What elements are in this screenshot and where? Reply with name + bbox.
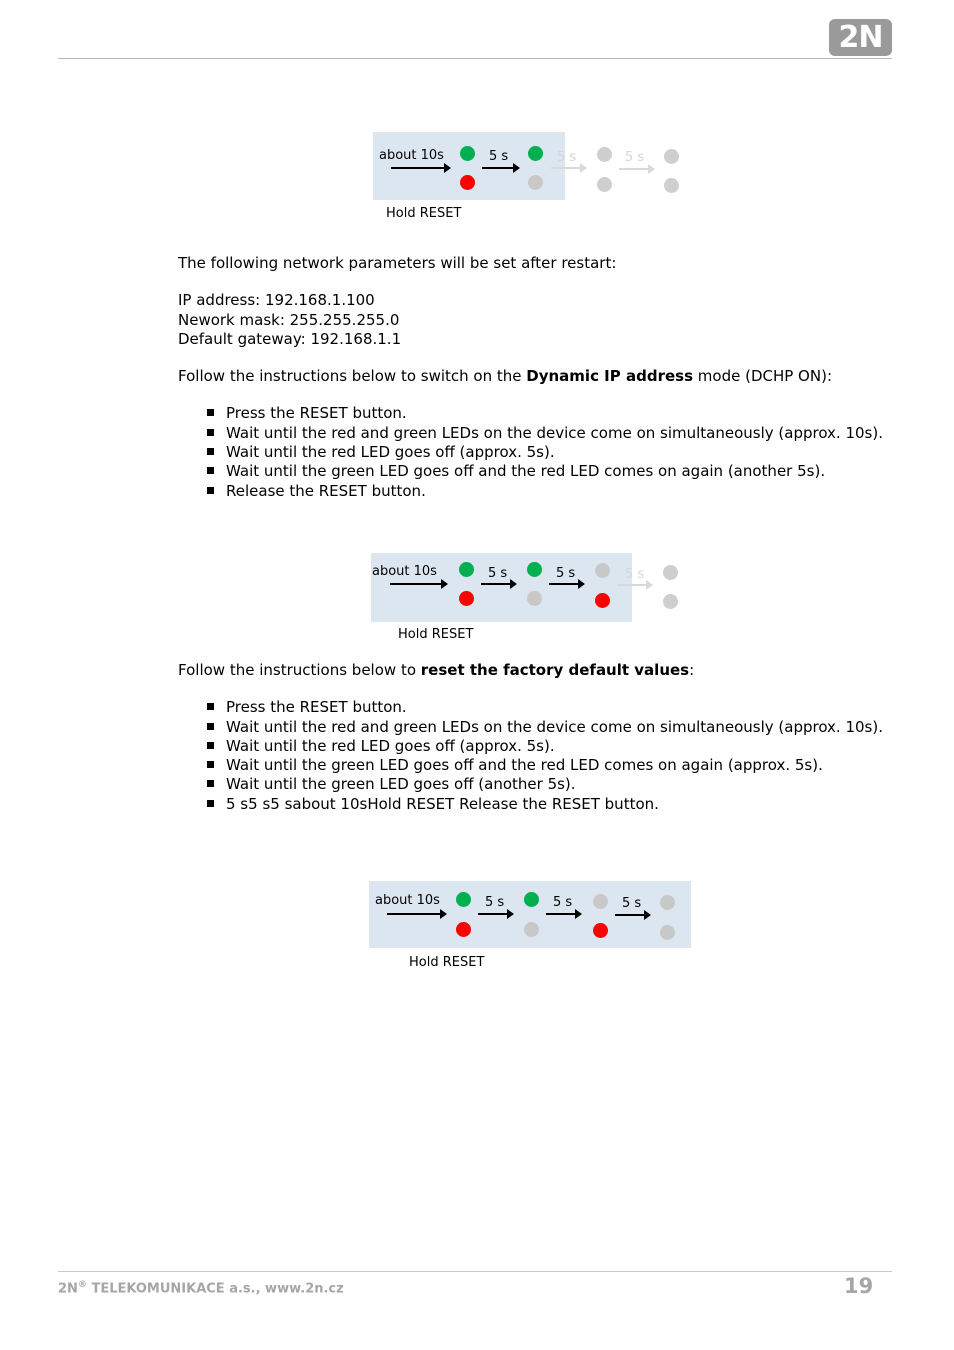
diagram-2-hold-label: Hold RESET — [398, 627, 474, 642]
diagram-1-arrow-2 — [482, 167, 516, 169]
list-item: Wait until the red and green LEDs on the device come on simultaneously (approx. 10s). — [226, 718, 894, 737]
list-item: Wait until the green LED goes off (another 5s). — [226, 775, 894, 794]
list-item: Press the RESET button. — [226, 698, 894, 717]
list-item: Wait until the green LED goes off and the red LED comes on again (approx. 5s). — [226, 756, 894, 775]
diagram-2-step-label-3: 5 s — [625, 567, 645, 582]
diagram-1-led-off-1 — [528, 175, 543, 190]
diagram-2-step-label-2: 5 s — [556, 566, 576, 581]
network-mask-line: Nework mask: 255.255.255.0 — [178, 310, 400, 329]
diagram-3-step-label-3: 5 s — [622, 896, 642, 911]
factory-reset-steps — [178, 698, 894, 814]
diagram-3-arrow-4 — [615, 914, 647, 916]
diagram-2-arrow-3 — [549, 583, 581, 585]
diagram-3-arrow-1 — [387, 913, 443, 915]
diagram-1-led-off-3 — [597, 177, 612, 192]
diagram-3-arrow-2 — [478, 913, 510, 915]
diagram-2-led-red-1 — [459, 591, 474, 606]
diagram-1-arrow-3 — [551, 167, 583, 169]
diagram-3-led-green-2 — [524, 892, 539, 907]
diagram-3-led-off-1 — [524, 922, 539, 937]
header-rule — [58, 58, 892, 59]
diagram-2-step-label-1: 5 s — [488, 566, 508, 581]
diagram-1-step-label-2: 5 s — [557, 150, 577, 165]
diagram-2-led-off-4 — [663, 594, 678, 609]
diagram-2-led-off-3 — [663, 565, 678, 580]
list-item: Wait until the green LED goes off and the red LED comes on again (another 5s). — [226, 462, 894, 481]
diagram-2-led-red-2 — [595, 593, 610, 608]
diagram-3-hold-label: Hold RESET — [409, 955, 485, 970]
diagram-1-led-off-5 — [664, 178, 679, 193]
diagram-1-led-green-2 — [528, 146, 543, 161]
diagram-3-about-label: about 10s — [375, 893, 440, 908]
intro-text: The following network parameters will be set after restart: — [178, 254, 617, 272]
diagram-1-led-green-1 — [460, 146, 475, 161]
diagram-1-led-red-1 — [460, 175, 475, 190]
diagram-3-led-off-3 — [660, 895, 675, 910]
list-item: Wait until the red and green LEDs on the device come on simultaneously (approx. 10s). — [226, 424, 894, 443]
list-item: 5 s5 s5 sabout 10sHold RESET Release the RESET button. — [226, 795, 894, 814]
diagram-1-arrow-4 — [619, 168, 651, 170]
dynamic-ip-instructions: Follow the instructions below to switch on the Dynamic IP address mode (DCHP ON): — [178, 367, 832, 386]
diagram-1-step-label-1: 5 s — [489, 149, 509, 164]
diagram-3-led-off-2 — [593, 894, 608, 909]
diagram-1-led-off-2 — [597, 147, 612, 162]
factory-reset-instructions: Follow the instructions below to reset the factory default values: — [178, 660, 695, 679]
diagram-2-about-label: about 10s — [372, 564, 437, 579]
ip-address-line: IP address: 192.168.1.100 — [178, 291, 375, 310]
list-item: Wait until the red LED goes off (approx. 5s). — [226, 443, 894, 462]
diagram-2-led-green-2 — [527, 562, 542, 577]
document-body — [178, 254, 894, 814]
diagram-2-led-off-1 — [527, 591, 542, 606]
diagram-3-arrow-3 — [546, 913, 578, 915]
footer-company: 2N® TELEKOMUNIKACE a.s., www.2n.cz — [58, 1280, 344, 1297]
diagram-1-step-label-3: 5 s — [625, 150, 645, 165]
diagram-1-about-label: about 10s — [379, 148, 444, 163]
list-item: Wait until the red LED goes off (approx. 5s). — [226, 737, 894, 756]
diagram-1-hold-label: Hold RESET — [386, 206, 462, 221]
diagram-1-led-off-4 — [664, 149, 679, 164]
diagram-3-led-off-4 — [660, 925, 675, 940]
diagram-3-led-red-2 — [593, 923, 608, 938]
diagram-2-arrow-2 — [481, 583, 513, 585]
footer-rule — [58, 1271, 892, 1272]
diagram-3-step-label-2: 5 s — [553, 895, 573, 910]
default-gateway-line: Default gateway: 192.168.1.1 — [178, 329, 402, 348]
diagram-2-led-green-1 — [459, 562, 474, 577]
diagram-2-led-off-2 — [595, 563, 610, 578]
diagram-2-arrow-4 — [617, 584, 649, 586]
diagram-3-led-red-1 — [456, 922, 471, 937]
list-item: Release the RESET button. — [226, 482, 894, 501]
dynamic-ip-steps — [178, 404, 894, 500]
diagram-3-led-green-1 — [456, 892, 471, 907]
page-number: 19 — [844, 1274, 874, 1298]
diagram-1-arrow-1 — [391, 167, 447, 169]
diagram-3-step-label-1: 5 s — [485, 895, 505, 910]
list-item: Press the RESET button. — [226, 404, 894, 423]
diagram-2-arrow-1 — [390, 583, 444, 585]
2n-logo: 2N — [829, 19, 892, 56]
